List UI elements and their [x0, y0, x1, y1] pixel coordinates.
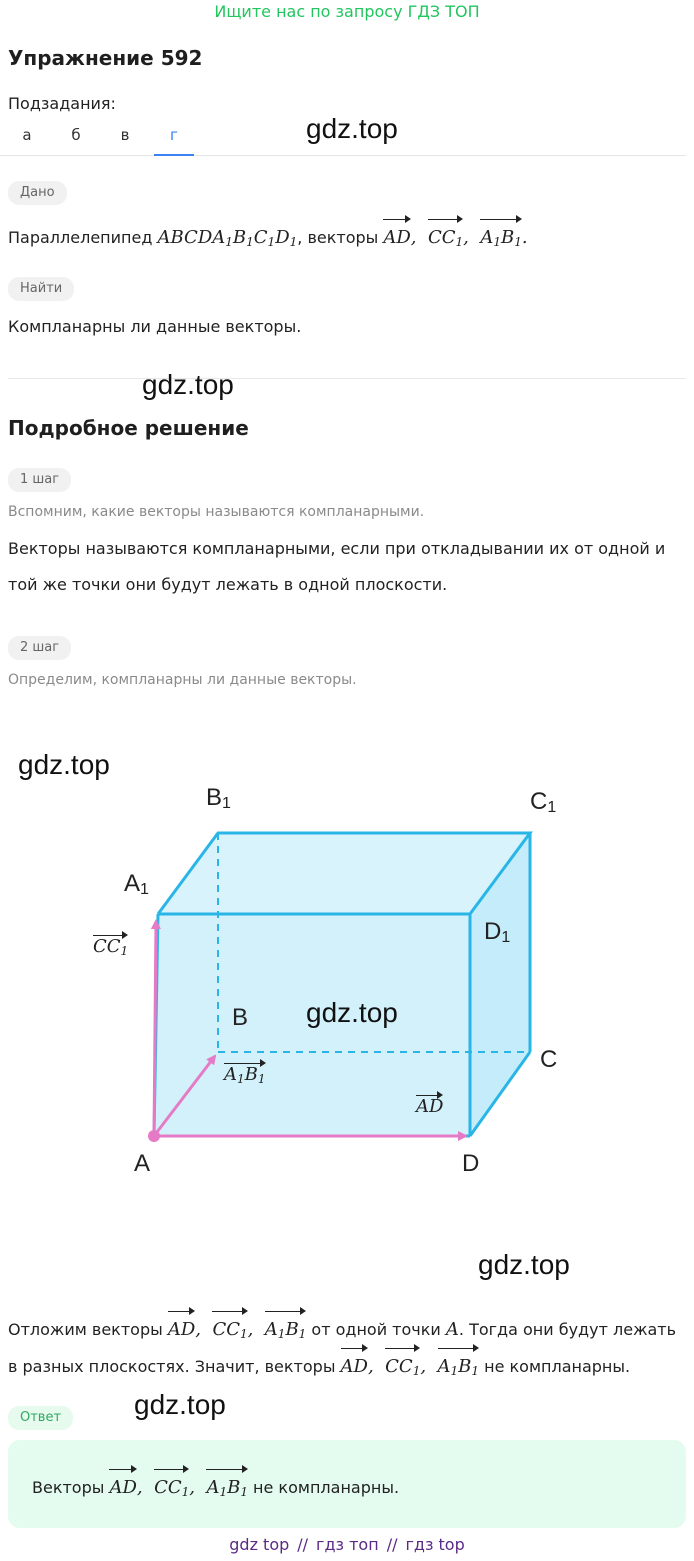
- solution-title: Подробное решение: [8, 416, 249, 440]
- footer-link-2[interactable]: гдз топ: [316, 1535, 379, 1554]
- parallelepiped-figure: [0, 780, 694, 1200]
- given-text: [8, 216, 528, 260]
- step1-line1: Векторы называются компланарными, если при откладывании их от одной и: [8, 539, 666, 558]
- footer-links: [0, 1535, 694, 1554]
- tab-g[interactable]: г: [170, 126, 178, 144]
- watermark: gdz.top: [306, 113, 398, 144]
- active-tab-indicator: [154, 154, 194, 156]
- divider: [8, 378, 686, 379]
- answer-text: Векторы AD, $CC_1$, $A_1B_1$ не компланарны.: [32, 1466, 399, 1510]
- label-c: C: [540, 1046, 558, 1073]
- watermark: gdz.top: [306, 997, 398, 1028]
- top-face: [158, 833, 530, 914]
- answer-badge: Ответ: [8, 1406, 73, 1430]
- vector-label-a1b1: $A_1B_1$: [224, 1060, 266, 1086]
- step2-muted: Определим, компланарны ли данные векторы.: [8, 672, 357, 688]
- find-text: Компланарны ли данные векторы.: [8, 317, 302, 336]
- vector-label-cc1: $CC_1$: [93, 932, 128, 958]
- step1-line2: той же точки они будут лежать в одной плоскости.: [8, 575, 448, 594]
- given-prefix: Параллелепипед: [8, 228, 158, 247]
- label-d1: $D_1$: [484, 918, 511, 946]
- search-banner: Ищите нас по запросу ГДЗ ТОП: [214, 2, 480, 21]
- point-a-dot: [148, 1130, 160, 1142]
- footer-link-1[interactable]: gdz top: [229, 1535, 290, 1554]
- given-badge: Дано: [8, 181, 67, 205]
- watermark: gdz.top: [142, 369, 234, 400]
- footer-separator: //: [297, 1535, 309, 1554]
- page-title: Упражнение 592: [8, 46, 203, 70]
- given-figure: $ABCDA_1B_1C_1D_1$: [157, 227, 298, 249]
- tab-b[interactable]: б: [71, 126, 81, 144]
- watermark: gdz.top: [478, 1249, 570, 1280]
- step1-badge: 1 шаг: [8, 468, 71, 492]
- footer-separator: //: [386, 1535, 398, 1554]
- tab-v[interactable]: в: [120, 126, 130, 144]
- footer-link-3[interactable]: гдз top: [405, 1535, 465, 1554]
- given-middle: , векторы: [297, 228, 384, 247]
- tab-a[interactable]: а: [22, 126, 32, 144]
- step1-muted: Вспомним, какие векторы называются компланарными.: [8, 504, 425, 520]
- label-b: B: [232, 1004, 249, 1031]
- vector-cc1: [154, 921, 156, 1136]
- conclusion-line2: в разных плоскостях. Значит, векторы AD, $CC_1$, $A_1B_1$ не компланарны.: [8, 1345, 630, 1389]
- label-b1: $B_1$: [206, 784, 231, 812]
- step2-badge: 2 шаг: [8, 636, 71, 660]
- watermark: gdz.top: [134, 1389, 226, 1420]
- subtasks-label: Подзадания:: [8, 94, 116, 113]
- conclusion-line1: Отложим векторы AD, $CC_1$, $A_1B_1$ от одной точки A. Тогда они будут лежать: [8, 1308, 676, 1352]
- find-badge: Найти: [8, 277, 74, 301]
- given-vectors: AD, $CC_1$, $A_1B_1$.: [383, 227, 527, 248]
- vector-label-ad: AD: [416, 1092, 443, 1117]
- label-d: D: [462, 1150, 480, 1177]
- label-c1: $C_1$: [530, 788, 557, 816]
- label-a: A: [134, 1150, 151, 1177]
- label-a1: $A_1$: [124, 870, 149, 898]
- watermark: gdz.top: [18, 749, 110, 780]
